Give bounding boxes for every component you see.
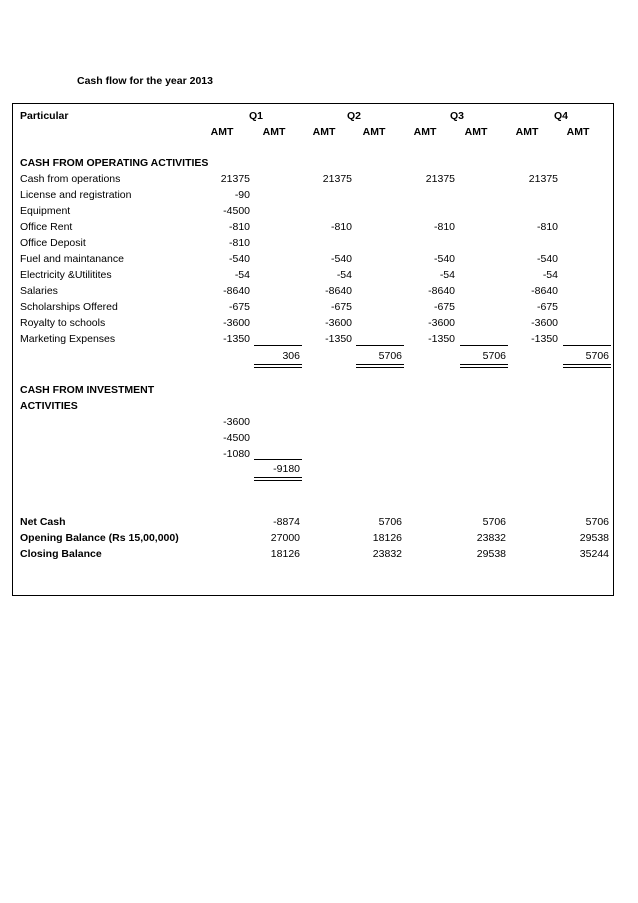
investment-total: -9180 — [273, 463, 300, 475]
operating-row-value: -810 — [228, 237, 250, 249]
operating-row-value: -540 — [330, 253, 352, 265]
summary-row-label: Net Cash — [20, 516, 66, 528]
operating-row-value: -8640 — [223, 285, 250, 297]
column-header-q2: Q2 — [346, 110, 361, 122]
operating-row-value: -810 — [228, 221, 250, 233]
operating-row-value: -3600 — [223, 317, 250, 329]
operating-row-value: -90 — [234, 189, 250, 201]
summary-row-value: -8874 — [273, 516, 300, 528]
summary-row-value: 23832 — [476, 532, 506, 544]
operating-row-value: -3600 — [428, 317, 455, 329]
subtotal-underline — [254, 459, 302, 460]
column-header-particular: Particular — [20, 110, 69, 122]
operating-row-value: -1350 — [223, 333, 250, 345]
operating-row-label: Fuel and maintanance — [20, 253, 124, 265]
operating-row-value: -54 — [234, 269, 250, 281]
document-title: Cash flow for the year 2013 — [77, 75, 213, 87]
operating-row-value: -810 — [536, 221, 558, 233]
summary-row-value: 5706 — [585, 516, 609, 528]
operating-row-label: Royalty to schools — [20, 317, 106, 329]
operating-row-value: 21375 — [528, 173, 558, 185]
total-double-underline — [563, 364, 611, 368]
summary-row-value: 35244 — [579, 548, 609, 560]
operating-row-value: 21375 — [322, 173, 352, 185]
column-header-amt: AMT — [515, 126, 539, 138]
section-heading-operating: CASH FROM OPERATING ACTIVITIES — [20, 157, 209, 169]
operating-row-label: Equipment — [20, 205, 71, 217]
investment-value: -1080 — [223, 448, 250, 460]
operating-row-label: Cash from operations — [20, 173, 121, 185]
operating-row-label: Office Rent — [20, 221, 73, 233]
section-heading-investment: CASH FROM INVESTMENT — [20, 384, 155, 396]
total-double-underline — [460, 364, 508, 368]
operating-row-label: Marketing Expenses — [20, 333, 116, 345]
section-heading-investment-cont: ACTIVITIES — [20, 400, 78, 412]
investment-value: -4500 — [223, 432, 250, 444]
operating-row-value: -1350 — [428, 333, 455, 345]
operating-row-label: Office Deposit — [20, 237, 86, 249]
column-header-amt: AMT — [312, 126, 336, 138]
operating-total-q4: 5706 — [585, 350, 609, 362]
operating-row-value: 21375 — [220, 173, 250, 185]
summary-row-label: Closing Balance — [20, 548, 102, 560]
subtotal-underline — [356, 345, 404, 346]
column-header-amt: AMT — [464, 126, 488, 138]
subtotal-underline — [563, 345, 611, 346]
operating-row-value: -675 — [228, 301, 250, 313]
summary-row-value: 29538 — [476, 548, 506, 560]
column-header-amt: AMT — [262, 126, 286, 138]
operating-row-value: -8640 — [325, 285, 352, 297]
subtotal-underline — [254, 345, 302, 346]
summary-row-value: 29538 — [579, 532, 609, 544]
operating-row-value: -1350 — [325, 333, 352, 345]
operating-row-value: -8640 — [428, 285, 455, 297]
operating-row-label: Scholarships Offered — [20, 301, 118, 313]
operating-row-value: -8640 — [531, 285, 558, 297]
operating-row-value: -540 — [433, 253, 455, 265]
summary-row-value: 18126 — [270, 548, 300, 560]
summary-row-value: 5706 — [378, 516, 402, 528]
operating-row-value: -810 — [330, 221, 352, 233]
operating-row-value: -4500 — [223, 205, 250, 217]
operating-total-q2: 5706 — [378, 350, 402, 362]
column-header-amt: AMT — [210, 126, 234, 138]
summary-row-value: 5706 — [482, 516, 506, 528]
column-header-amt: AMT — [566, 126, 590, 138]
column-header-amt: AMT — [362, 126, 386, 138]
investment-value: -3600 — [223, 416, 250, 428]
operating-row-value: -540 — [536, 253, 558, 265]
operating-row-value: -54 — [336, 269, 352, 281]
operating-row-label: Salaries — [20, 285, 58, 297]
column-header-q4: Q4 — [553, 110, 568, 122]
column-header-q1: Q1 — [248, 110, 263, 122]
operating-row-value: -54 — [439, 269, 455, 281]
total-double-underline — [356, 364, 404, 368]
operating-row-value: -54 — [542, 269, 558, 281]
operating-row-value: -810 — [433, 221, 455, 233]
operating-row-value: -675 — [330, 301, 352, 313]
operating-row-label: License and registration — [20, 189, 132, 201]
operating-row-value: -3600 — [325, 317, 352, 329]
operating-row-value: -675 — [433, 301, 455, 313]
column-header-q3: Q3 — [449, 110, 464, 122]
operating-row-value: -540 — [228, 253, 250, 265]
total-double-underline — [254, 477, 302, 481]
summary-row-value: 18126 — [372, 532, 402, 544]
operating-row-value: 21375 — [425, 173, 455, 185]
operating-row-value: -1350 — [531, 333, 558, 345]
subtotal-underline — [460, 345, 508, 346]
operating-row-label: Electricity &Utilitites — [20, 269, 112, 281]
summary-row-value: 23832 — [372, 548, 402, 560]
operating-total-q1: 306 — [282, 350, 300, 362]
total-double-underline — [254, 364, 302, 368]
operating-total-q3: 5706 — [482, 350, 506, 362]
summary-row-value: 27000 — [270, 532, 300, 544]
column-header-amt: AMT — [413, 126, 437, 138]
operating-row-value: -3600 — [531, 317, 558, 329]
summary-row-label: Opening Balance (Rs 15,00,000) — [20, 532, 179, 544]
operating-row-value: -675 — [536, 301, 558, 313]
